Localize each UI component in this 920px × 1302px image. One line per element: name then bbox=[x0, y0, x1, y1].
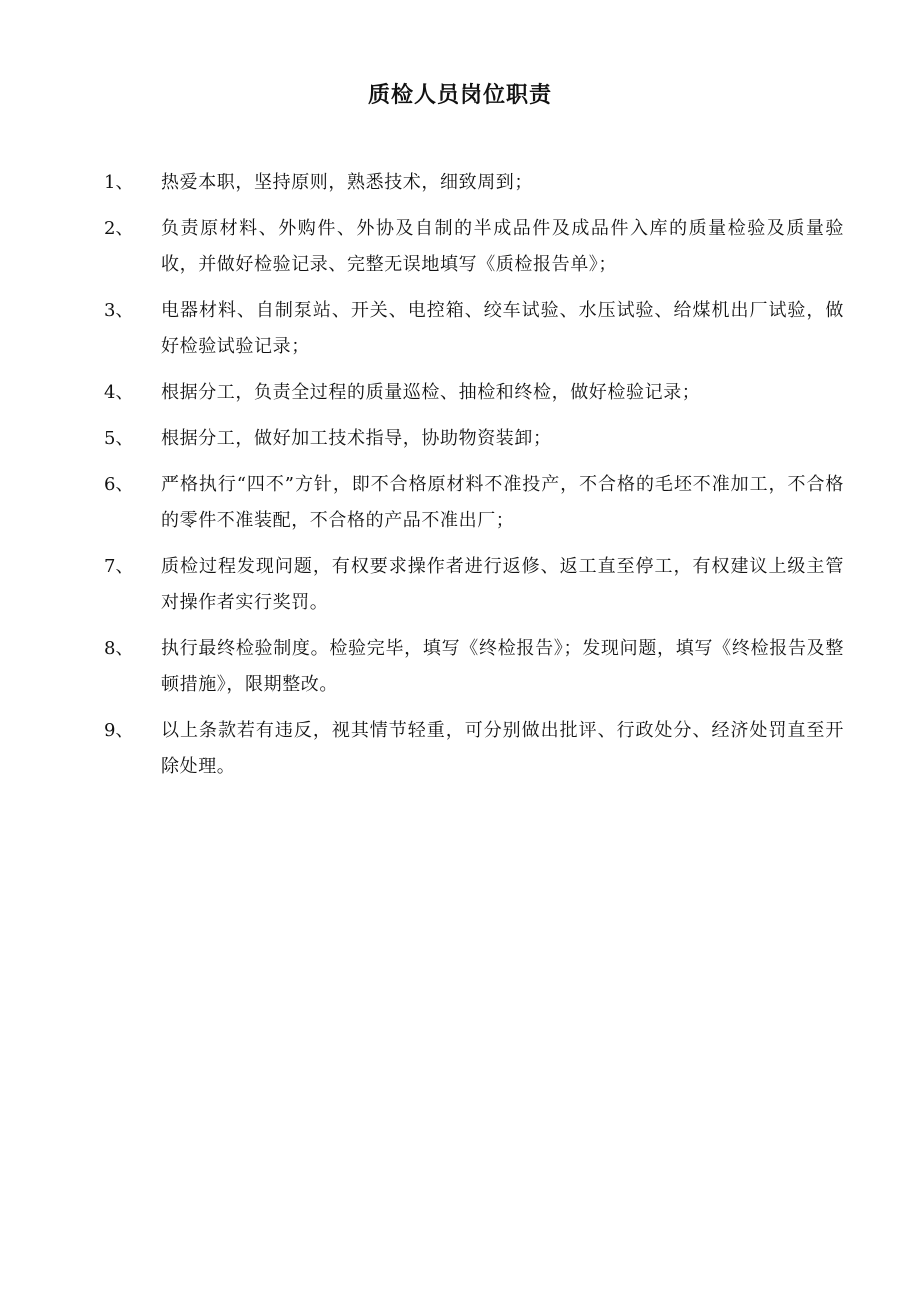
list-item bbox=[104, 165, 844, 201]
item-number: 1、 bbox=[104, 172, 134, 193]
duty-list bbox=[104, 165, 844, 795]
item-text: 执行最终检验制度。检验完毕，填写《终检报告》；发现问题，填写《终检报告及整顿措施》，限期整改。 bbox=[161, 638, 844, 695]
item-number: 5、 bbox=[104, 428, 134, 449]
item-number: 7、 bbox=[104, 556, 134, 577]
list-item bbox=[104, 467, 844, 539]
item-number: 9、 bbox=[104, 720, 134, 741]
item-text: 负责原材料、外购件、外协及自制的半成品件及成品件入库的质量检验及质量验收，并做好检验记录、完整无误地填写《质检报告单》； bbox=[161, 218, 844, 275]
list-item bbox=[104, 375, 844, 411]
list-item bbox=[104, 631, 844, 703]
item-number: 2、 bbox=[104, 218, 134, 239]
item-text: 严格执行“四不”方针，即不合格原材料不准投产，不合格的毛坯不准加工，不合格的零件不准装配，不合格的产品不准出厂； bbox=[161, 474, 844, 531]
item-text: 根据分工，做好加工技术指导，协助物资装卸； bbox=[161, 428, 552, 449]
item-number: 3、 bbox=[104, 300, 134, 321]
item-text: 热爱本职，坚持原则，熟悉技术，细致周到； bbox=[161, 172, 533, 193]
list-item bbox=[104, 549, 844, 621]
item-number: 8、 bbox=[104, 638, 134, 659]
item-text: 以上条款若有违反，视其情节轻重，可分别做出批评、行政处分、经济处罚直至开除处理。 bbox=[161, 720, 844, 777]
item-text: 质检过程发现问题，有权要求操作者进行返修、返工直至停工，有权建议上级主管对操作者实行奖罚。 bbox=[161, 556, 844, 613]
list-item bbox=[104, 421, 844, 457]
list-item bbox=[104, 211, 844, 283]
list-item bbox=[104, 293, 844, 365]
item-number: 4、 bbox=[104, 382, 134, 403]
list-item bbox=[104, 713, 844, 785]
item-text: 电器材料、自制泵站、开关、电控箱、绞车试验、水压试验、给煤机出厂试验，做好检验试验记录； bbox=[161, 300, 844, 357]
item-text: 根据分工，负责全过程的质量巡检、抽检和终检，做好检验记录； bbox=[161, 382, 701, 403]
item-number: 6、 bbox=[104, 474, 134, 495]
page-title: 质检人员岗位职责 bbox=[367, 82, 552, 108]
